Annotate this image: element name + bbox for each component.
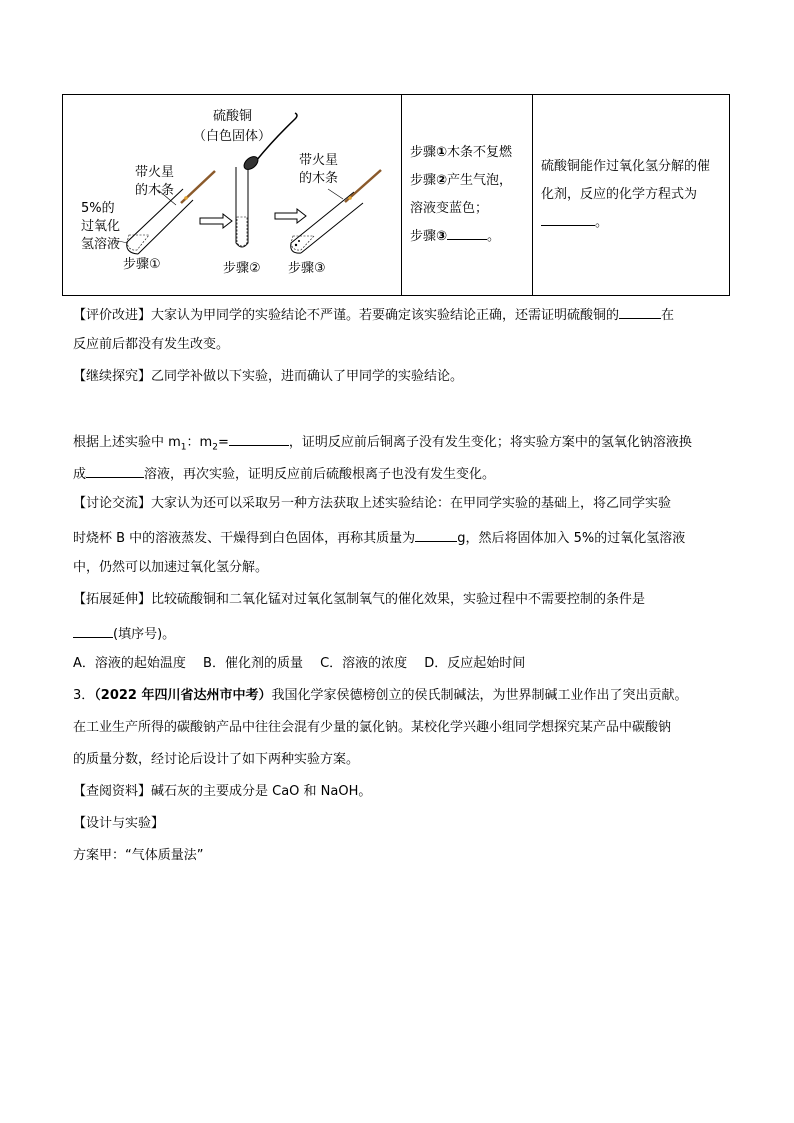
h2o2-label-line2: 过氧化 xyxy=(81,219,121,234)
text: 【评价改进】大家认为甲同学的实验结论不严谨。若要确定该实验结论正确，还需证明硫酸铜的 xyxy=(73,308,620,323)
copper-sulfate-sublabel: （白色固体） xyxy=(193,129,272,144)
arrow-2 xyxy=(275,209,306,223)
text: g，然后将固体加入 5%的过氧化氢溶液 xyxy=(457,531,686,546)
arrow-1 xyxy=(200,214,232,228)
glowing-splint-1 xyxy=(181,171,215,203)
test-tube-2 xyxy=(236,167,248,247)
phenomenon-text: 木条不复燃 xyxy=(447,145,513,160)
phenomena-line-2 xyxy=(410,167,526,195)
paragraph-design: 【设计与实验】 xyxy=(73,816,165,831)
phenomena-line-1 xyxy=(410,139,526,167)
paragraph-discuss-end: 中，仍然可以加速过氧化氢分解。 xyxy=(73,560,269,575)
question-source: （2022 年四川省达州市中考） xyxy=(94,688,272,703)
phenomena-line-4 xyxy=(410,223,526,251)
paragraph-evaluate xyxy=(73,304,723,325)
paragraph-extend: 【拓展延伸】比较硫酸铜和二氧化锰对过氧化氢制氧气的催化效果，实验过程中不需要控制的条件是 xyxy=(73,592,646,607)
table-row xyxy=(63,95,730,296)
text: ，证明反应前后铜离子没有发生变化；将实验方案中的氢氧化钠溶液换 xyxy=(288,435,692,450)
paragraph-extend-cont xyxy=(73,623,723,644)
paragraph-reference: 【查阅资料】碱石灰的主要成分是 CaO 和 NaOH。 xyxy=(73,784,372,799)
paragraph-plan-a: 方案甲：“气体质量法” xyxy=(73,848,204,863)
splint-1-label-line2: 的木条 xyxy=(135,183,175,198)
question-3-line2: 在工业生产所得的碳酸钠产品中往往会混有少量的氯化钠。某校化学兴趣小组同学想探究某产品中碳酸钠 xyxy=(73,720,672,735)
phenomena-text xyxy=(402,139,532,251)
step-1-label: 步骤① xyxy=(123,257,161,272)
answer-blank[interactable] xyxy=(73,623,113,638)
text: (填序号)。 xyxy=(113,627,176,642)
step-number: ③ xyxy=(436,229,448,244)
conclusion-text xyxy=(533,153,729,237)
splint-2-pointer xyxy=(328,189,343,199)
text: 我国化学家侯德榜创立的侯氏制碱法，为世界制碱工业作出了突出贡献。 xyxy=(271,688,688,703)
paragraph-continue: 【继续探究】乙同学补做以下实验，进而确认了甲同学的实验结论。 xyxy=(73,369,464,384)
answer-blank[interactable] xyxy=(86,463,144,478)
phenomena-line-3: 溶液变蓝色； xyxy=(410,201,489,216)
subscript: 2 xyxy=(212,442,218,453)
answer-blank[interactable] xyxy=(541,211,595,226)
conclusion-line-1: 硫酸铜能作过氧化氢分解的催 xyxy=(541,159,711,174)
text: 溶液，再次实验，证明反应前后硫酸根离子也没有发生变化。 xyxy=(144,467,496,482)
text: 时烧杯 B 中的溶液蒸发、干燥得到白色固体，再称其质量为 xyxy=(73,531,416,546)
question-number: 3． xyxy=(73,688,95,703)
paragraph-ratio xyxy=(73,431,723,457)
text: ：m xyxy=(186,435,213,450)
period: 。 xyxy=(487,229,501,244)
answer-blank[interactable] xyxy=(447,225,487,240)
test-tube-3 xyxy=(291,192,363,253)
experiment-diagram xyxy=(63,95,401,295)
step-number: ① xyxy=(436,145,448,160)
splint-1-label-line1: 带火星 xyxy=(135,165,175,180)
step-word: 步骤 xyxy=(410,229,437,244)
paragraph-ratio-cont xyxy=(73,463,723,484)
phenomena-cell xyxy=(402,95,533,296)
paragraph-evaluate-cont: 反应前后都没有发生改变。 xyxy=(73,337,230,352)
paragraph-discuss: 【讨论交流】大家认为还可以采取另一种方法获取上述实验结论：在甲同学实验的基础上，将乙同学实验 xyxy=(73,496,672,511)
step-3-label: 步骤③ xyxy=(288,261,326,276)
answer-blank[interactable] xyxy=(619,304,661,319)
text: 根据上述实验中 m xyxy=(73,435,181,450)
diagram-cell xyxy=(63,95,402,296)
step-2-label: 步骤② xyxy=(223,261,261,276)
phenomenon-text: 产生气泡， xyxy=(447,173,513,188)
conclusion-line-2: 化剂，反应的化学方程式为 xyxy=(541,187,698,202)
text: 在 xyxy=(661,308,675,323)
splint-2-label-line2: 的木条 xyxy=(299,171,339,186)
h2o2-label-line3: 氢溶液 xyxy=(81,237,121,252)
h2o2-label-line1: 5%的 xyxy=(81,201,115,216)
splint-2-label-line1: 带火星 xyxy=(299,153,339,168)
paragraph-discuss-cont xyxy=(73,527,723,548)
step-word: 步骤 xyxy=(410,145,437,160)
answer-blank[interactable] xyxy=(415,527,457,542)
experiment-table xyxy=(62,94,730,296)
period: 。 xyxy=(595,215,609,230)
answer-blank[interactable] xyxy=(229,431,289,446)
text: 成 xyxy=(73,467,87,482)
question-3-header xyxy=(73,687,723,705)
step-word: 步骤 xyxy=(410,173,437,188)
conclusion-cell xyxy=(533,95,730,296)
answer-options: A．溶液的起始温度 B．催化剂的质量 C．溶液的浓度 D．反应起始时间 xyxy=(73,656,526,671)
glowing-splint-2 xyxy=(345,170,381,202)
step-number: ② xyxy=(436,173,448,188)
subscript: 1 xyxy=(180,442,187,453)
question-3-line3: 的质量分数，经讨论后设计了如下两种实验方案。 xyxy=(73,752,360,767)
copper-sulfate-label: 硫酸铜 xyxy=(213,109,253,124)
text: = xyxy=(217,435,229,450)
conclusion-line-3 xyxy=(541,209,723,237)
